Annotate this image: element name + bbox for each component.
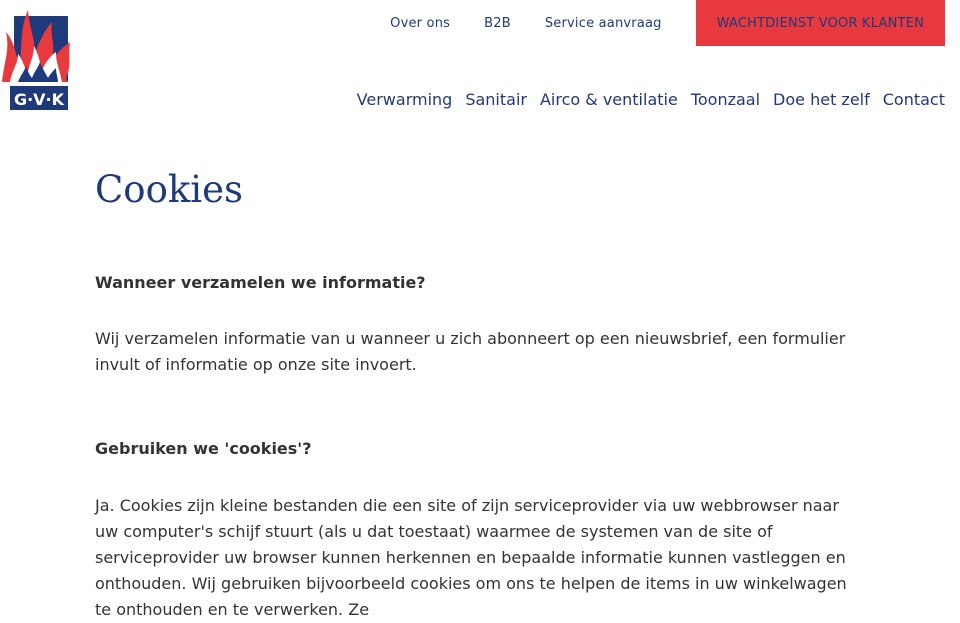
wachtdienst-button[interactable]: WACHTDIENST VOOR KLANTEN: [696, 0, 945, 46]
nav-link-b2b[interactable]: B2B: [484, 15, 511, 31]
page-content: [95, 168, 865, 623]
top-navigation: [390, 0, 945, 46]
nav-item-doe-het-zelf[interactable]: Doe het zelf: [773, 90, 870, 109]
nav-item-verwarming[interactable]: Verwarming: [356, 90, 453, 109]
logo-text: G·V·K: [13, 90, 65, 109]
section-body: Wij verzamelen informatie van u wanneer u zich abonneert op een nieuwsbrief, een formulier invult of informatie op onze site invoert.: [95, 329, 846, 374]
page-title: Cookies: [95, 168, 243, 211]
nav-link-over-ons[interactable]: Over ons: [390, 15, 451, 31]
nav-item-airco-ventilatie[interactable]: Airco & ventilatie: [539, 90, 678, 109]
section-heading: Wanneer verzamelen we informatie?: [95, 273, 426, 292]
nav-item-toonzaal[interactable]: Toonzaal: [690, 90, 761, 109]
gvk-logo[interactable]: [0, 6, 82, 114]
main-navigation: [357, 90, 945, 109]
nav-item-sanitair[interactable]: Sanitair: [465, 90, 527, 109]
nav-link-service-aanvraag[interactable]: Service aanvraag: [544, 15, 662, 31]
nav-item-contact[interactable]: Contact: [882, 90, 945, 109]
section-heading: Gebruiken we 'cookies'?: [95, 439, 312, 458]
section-body: Ja. Cookies zijn kleine bestanden die een site of zijn serviceprovider via uw webbrowser naar uw computer's schijf stuurt (als u dat toestaat) waarmee de systemen van de site of serviceprovider uw browser kunnen herkennen en bepaalde informatie kunnen vastleggen en onthouden. Wij gebruiken bijvoorbeeld cookies om ons te helpen de items in uw winkelwagen te onthouden en te verwerken. Ze: [95, 496, 847, 619]
